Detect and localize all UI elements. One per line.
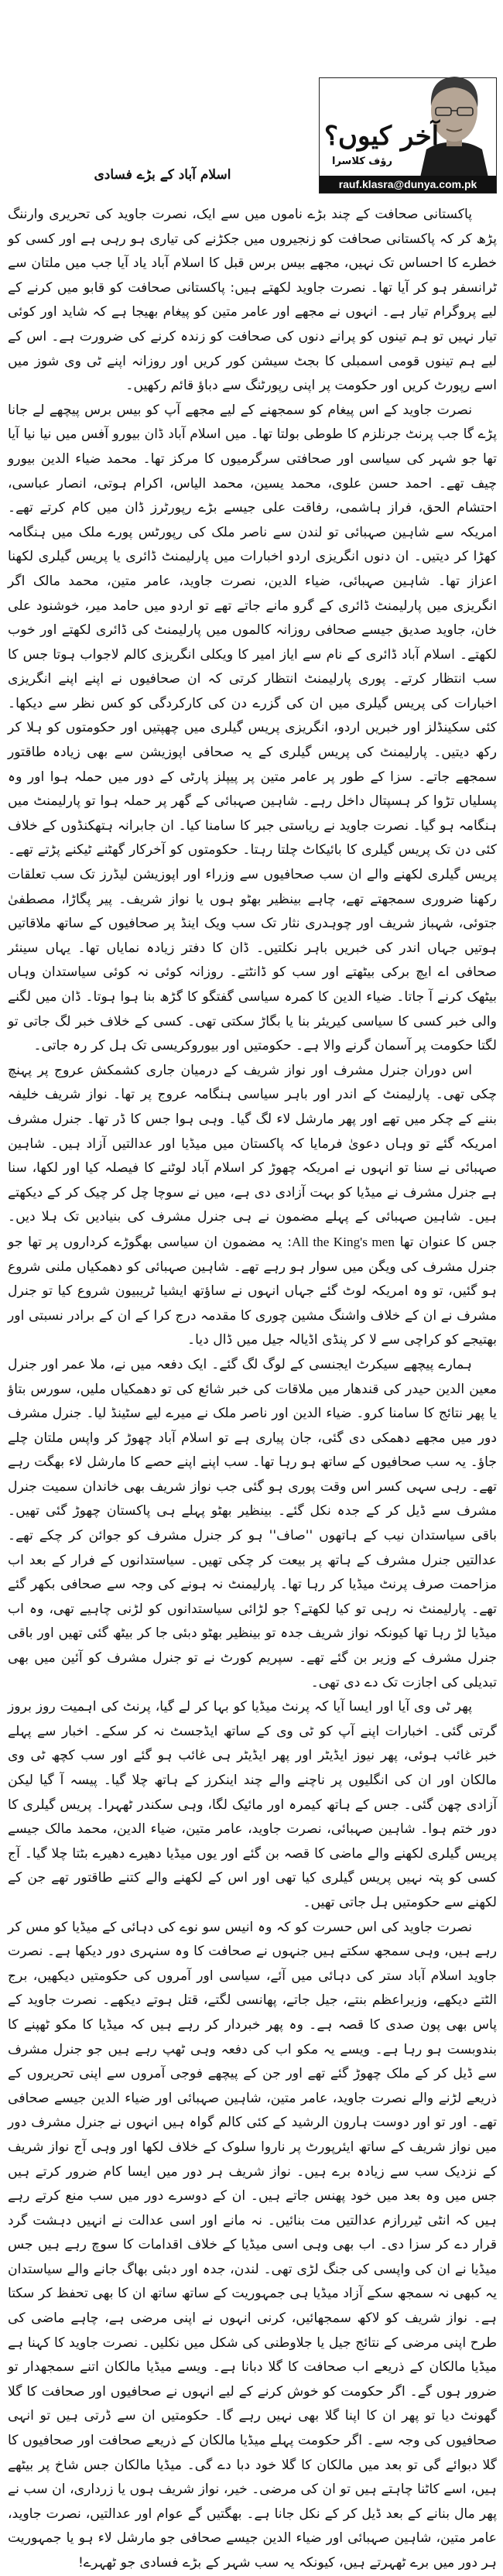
author-email-text[interactable]: rauf.klasra@dunya.com.pk bbox=[338, 178, 477, 190]
article-paragraph: نصرت جاوید کے اس پیغام کو سمجھنے کے لیے مجھے آپ کو بیس برس پیچھے لے جانا پڑے گا جب پرنٹ جرنلزم کا طوطی بولتا تھا۔ میں اسلام آباد ڈان بیورو آفس میں نیا نیا آیا تھا جو شہر کی سیاسی اور صحافتی سرگرمیوں کا مرکز تھا۔ محمد ضیاء الدین بیورو چیف تھے۔ احمد حسن علوی، محمد یسین، محمد الیاس، اکرام ہوتی، انصار عباسی، احتشام الحق، فراز ہاشمی، رفاقت علی جیسے بڑے رپورٹرز ڈان میں کام کرتے تھے۔ امریکہ سے شاہین صہبائی تو لندن سے ناصر ملک کی رپورٹس پورے ملک میں ہنگامہ کھڑا کر دیتیں۔ ان دنوں انگریزی اردو اخبارات میں پارلیمنٹ ڈائری یا پریس گیلری لکھنا اعزاز تھا۔ شاہین صہبائی، ضیاء الدین، نصرت جاوید، عامر متین، محمد مالک اگر انگریزی میں پارلیمنٹ ڈائری کے گرو مانے جاتے تھے تو اردو میں حامد میر، خوشنود علی خان، جاوید صدیق جیسے صحافی روزانہ کالموں میں پارلیمنٹ کی ڈائری لکھتے اور خوب لکھتے۔ اسلام آباد ڈائری کے نام سے ایاز امیر کا ویکلی انگریزی کالم لاجواب ہوتا جس کا سب انتظار کرتے۔ پوری پارلیمنٹ انتظار کرتی کہ ان صحافیوں نے اپنے اپنے انگریزی اخبارات کی پریس گیلری میں ان کی گزرے دن کی کارکردگی کو کس نظر سے دیکھا۔ کئی سکینڈلز اور خبریں اردو، انگریزی پریس گیلری میں چھپتیں اور حکومتوں کو ہلا کر رکھ دیتیں۔ پارلیمنٹ کی پریس گیلری کے یہ صحافی اپوزیشن سے بھی زیادہ طاقتور سمجھے جاتے۔ سزا کے طور پر عامر متین پر پیپلز پارٹی کے دور میں حملہ ہوا اور وہ پسلیاں تڑوا کر ہسپتال داخل رہے۔ شاہین صہبائی کے گھر پر حملہ ہوا تو پارلیمنٹ میں ہنگامہ ہو گیا۔ نصرت جاوید نے ریاستی جبر کا سامنا کیا۔ ان جابرانہ ہتھکنڈوں کے خلاف کئی دن تک پریس گیلری کا بائیکاٹ چلتا رہتا۔ حکومتوں کو آخرکار گھٹنے ٹیکنے پڑتے تھے۔ پریس گیلری لکھنے والے ان سب صحافیوں سے وزراء اور اپوزیشن لیڈرز تک سب تعلقات رکھنا ضروری سمجھتے تھے، چاہے بینظیر بھٹو ہوں یا نواز شریف۔ پیر پگاڑا، مصطفیٰ جتوئی، شہباز شریف اور چوہدری نثار تک سب ویک اینڈ پر صحافیوں کے ساتھ ملاقاتیں ہوتیں جہاں اندر کی خبریں باہر نکلتیں۔ ڈان کا دفتر زیادہ نمایاں تھا۔ یہاں سینئر صحافی اے ایچ برکی بیٹھتے اور سب کو ڈانٹتے۔ روزانہ کوئی نہ کوئی سیاستدان وہاں بیٹھک کرنے آ جاتا۔ ضیاء الدین کا کمرہ سیاسی گفتگو کا گڑھ بنا ہوا ہوتا۔ ڈان میں لگنے والی خبر کسی کا سیاسی کیریئر بنا یا بگاڑ سکتی تھی۔ کسی کے خلاف خبر لگ جاتی تو لگتا حکومت پر آسمان گرنے والا ہے۔ حکومتیں اور بیوروکریسی تک ہل کر رہ جاتی۔ bbox=[8, 402, 497, 1054]
column-logo: آخر کیوں؟ bbox=[324, 121, 440, 152]
article-paragraph: اس دوران جنرل مشرف اور نواز شریف کے درمیان جاری کشمکش عروج پر پہنچ چکی تھی۔ پارلیمنٹ کے اندر اور باہر سیاسی ہنگامہ عروج پر تھا۔ نواز شریف خلیفہ بننے کے چکر میں تھے اور پھر مارشل لاء لگ گیا۔ وہی ہوا جس کا ڈر تھا۔ جنرل مشرف امریکہ گئے تو وہاں دعویٰ فرمایا کہ پاکستان میں میڈیا اور عدالتیں آزاد ہیں۔ شاہین صہبائی نے سنا تو انہوں نے امریکہ چھوڑ کر اسلام آباد لوٹنے کا فیصلہ کیا اور لکھا، سنا ہے جنرل مشرف نے میڈیا کو بہت آزادی دی ہے، میں نے سوچا چل کر چیک کر کے دیکھتے ہیں۔ شاہین صہبائی کے پہلے مضمون نے ہی جنرل مشرف کی بنیادیں تک ہلا دیں۔ جس کا عنوان تھا All the King's men: یہ مضمون ان سیاسی بھگوڑے کرداروں پر تھا جو جنرل مشرف کی ویگن میں سوار ہو رہے تھے۔ شاہین صہبائی کو دھمکیاں ملنی شروع ہو گئیں، تو وہ امریکہ لوٹ گئے جہاں انہوں نے ساؤتھ ایشیا ٹریبیون شروع کیا تو جنرل مشرف نے ان کے خلاف واشنگ مشین چوری کا مقدمہ درج کرا کے ان کے برادر نسبتی اور بھتیجے کو کراچی سے لا کر پنڈی اڈیالہ جیل میں ڈال دیا۔ bbox=[8, 1062, 497, 1348]
article-body bbox=[8, 203, 497, 2576]
article-paragraph: پھر ٹی وی آیا اور ایسا آیا کہ پرنٹ میڈیا کو بہا کر لے گیا، پرنٹ کی اہمیت روز بروز گرتی گئی۔ اخبارات اپنے آپ کو ٹی وی کے ساتھ ایڈجسٹ نہ کر سکے۔ اخبار سے پہلے خبر غائب ہوئی، پھر نیوز ایڈیٹر اور پھر ایڈیٹر ہی غائب ہو گئے اور سب کچھ ٹی وی مالکان اور ان کی انگلیوں پر ناچنے والے چند اینکرز کے ہاتھ چلا گیا۔ پیسہ آ گیا لیکن آزادی چھن گئی۔ جس کے ہاتھ کیمرہ اور مائیک لگا، وہی سکندر ٹھہرا۔ پریس گیلری کا دور ختم ہوا۔ شاہین صہبائی، نصرت جاوید، عامر متین، ضیاء الدین، محمد مالک جیسے پریس گیلری لکھنے والے ماضی کا قصہ بن گئے اور یوں میڈیا دھیرے دھیرے بٹتا چلا گیا۔ آج کسی کو پتہ نہیں پریس گیلری کیا تھی اور اس کے لکھنے والے کتنے طاقتور تھے جن کے لکھنے سے حکومتیں ہل جاتی تھیں۔ bbox=[8, 1699, 497, 1910]
author-email[interactable] bbox=[320, 176, 496, 193]
article-headline: اسلام آباد کے بڑے فسادی bbox=[94, 167, 231, 183]
article-paragraph: نصرت جاوید کی اس حسرت کو کہ وہ انیس سو نوے کی دہائی کے میڈیا کو مس کر رہے ہیں، وہی سمجھ سکتے ہیں جنہوں نے صحافت کا وہ سنہری دور دیکھا ہے۔ نصرت جاوید اسلام آباد ستر کی دہائی میں آئے، سیاسی اور آمروں کی حکومتیں دیکھیں، برج الٹتے دیکھے، وزیراعظم بنتے، جیل جاتے، پھانسی لگتے، قتل ہوتے دیکھے۔ نصرت جاوید کے پاس بھی پون صدی کا قصہ ہے۔ وہ پھر خبردار کر رہے ہیں کہ میڈیا کا مکو ٹھپنے کا بندوبست ہو رہا ہے۔ ویسے یہ مکو اب کی دفعہ وہی ٹھپ رہے ہیں جو جنرل مشرف سے ڈیل کر کے ملک چھوڑ گئے تھے اور جن کے پیچھے فوجی آمروں سے اپنی تحریروں کے ذریعے لڑنے والے نصرت جاوید، عامر متین، شاہین صہبائی اور ضیاء الدین جیسے صحافی تھے۔ اور تو اور دوست ہارون الرشید کے کئی کالم گواہ ہیں انہوں نے جنرل مشرف دور میں نواز شریف کے ساتھ ایئرپورٹ پر ناروا سلوک کے خلاف لکھا اور وہی آج نواز شریف کے نزدیک سب سے زیادہ برے ہیں۔ نواز شریف ہر دور میں ایسا کام ضرور کرتے ہیں جس میں وہ بعد میں خود پھنس جاتے ہیں۔ ان کے دوسرے دور میں سب منع کرتے رہے ہیں کہ انٹی ٹیررازم عدالتیں مت بنائیں۔ نہ مانے اور اسی عدالت نے انہیں دہشت گرد قرار دے کر سزا دی۔ اب بھی وہی اسی میڈیا کے خلاف اقدامات کا سوچ رہے ہیں جس میڈیا نے ان کی واپسی کی جنگ لڑی تھی۔ لندن، جدہ اور دبئی بھاگ جانے والے سیاستدان یہ کبھی نہ سمجھ سکے آزاد میڈیا ہی جمہوریت کے ساتھ ساتھ ان کا بھی تحفظ کر سکتا ہے۔ نواز شریف کو لاکھ سمجھائیں، کرنی انہوں نے اپنی مرضی ہے، چاہے ماضی کی طرح اپنی مرضی کے نتائج جیل یا جلاوطنی کی شکل میں نکلیں۔ نصرت جاوید کا کہنا ہے میڈیا مالکان کے ذریعے اب صحافت کا گلا دبانا ہے۔ ویسے میڈیا مالکان اتنے سمجھدار تو ضرور ہوں گے۔ اگر حکومت کو خوش کرنے کے لیے انہوں نے صحافیوں اور صحافت کا گلا گھونٹ دیا تو پھر ان کا اپنا گلا بھی نہیں رہے گا۔ حکومتیں ان سے ڈرتی ہیں تو انہی صحافیوں کی وجہ سے۔ اگر حکومت پہلے میڈیا مالکان کے ذریعے صحافت اور صحافیوں کا گلا دبوائے گی تو بعد میں مالکان کا گلا خود دبا دے گی۔ میڈیا مالکان جس شاخ پر بیٹھے ہیں، اسے کاٹنا چاہتے ہیں تو ان کی مرضی۔ خیر، نواز شریف ہوں یا زرداری، ان سب نے پھر مال بنانے کے بعد ڈیل کر کے نکل جانا ہے۔ بھگتیں گے عوام اور عدالتیں، نصرت جاوید، عامر متین، شاہین صہبائی اور ضیاء الدین جیسے صحافی جو مارشل لاء ہو یا جمہوریت ہر دور میں برے ٹھہرتے ہیں، کیونکہ یہ سب شہر کے بڑے فسادی جو ٹھہرے! bbox=[8, 1919, 497, 2571]
author-name: رؤف کلاسرا bbox=[332, 156, 392, 167]
article-paragraph: پاکستانی صحافت کے چند بڑے ناموں میں سے ایک، نصرت جاوید کی تحریری وارننگ پڑھ کر کہ پاکستانی صحافت کو زنجیروں میں جکڑنے کی تیاری ہو رہی ہے اور کسی کو خطرے کا احساس تک نہیں، مجھے بیس برس قبل کا اسلام آباد یاد آیا جب میں ملتان سے ٹرانسفر ہو کر آیا تھا۔ نصرت جاوید لکھتے ہیں: پاکستانی صحافت کو قابو میں کرنے کے لیے پروگرام تیار ہے۔ انہوں نے مجھے اور عامر متین کو پیغام بھیجا ہے کہ شاید اور کوئی تیار نہیں تو ہم تینوں کو پرانے دنوں کی صحافت کو زندہ کرنے کی ضرورت ہے۔ اس کے لیے ہم تینوں قومی اسمبلی کا بجٹ سیشن کور کریں اور روزانہ اپنے ٹی وی شوز میں اسے رپورٹ کریں اور حکومت پر اپنی رپورٹنگ سے دباؤ قائم رکھیں۔ bbox=[8, 207, 497, 394]
column-header bbox=[319, 77, 497, 194]
english-title: All the King's men bbox=[291, 1234, 395, 1249]
article-paragraph: ہمارے پیچھے سیکرٹ ایجنسی کے لوگ لگ گئے۔ ایک دفعہ میں نے، ملا عمر اور جنرل معین الدین حیدر کی قندھار میں ملاقات کی خبر شائع کی تو دھمکیاں ملیں، سورس بتاؤ یا پھر نتائج کا سامنا کرو۔ ضیاء الدین اور ناصر ملک نے میرے لیے سٹینڈ لیا۔ جنرل مشرف دور میں مجھے دھمکی دی گئی، جان پیاری ہے تو اسلام آباد چھوڑ کر واپس ملتان چلے جاؤ۔ یہ سب صحافیوں کے ساتھ ہو رہا تھا۔ سب اپنے اپنے حصے کا مارشل لاء بھگت رہے تھے۔ رہی سہی کسر اس وقت پوری ہو گئی جب نواز شریف بھی خاندان سمیت جنرل مشرف سے ڈیل کر کے جدہ نکل گئے۔ بینظیر بھٹو پہلے ہی پاکستان چھوڑ گئی تھیں۔ باقی سیاستدان نیب کے ہاتھوں ''صاف'' ہو کر جنرل مشرف کو جوائن کر چکے تھے۔ عدالتیں جنرل مشرف کے ہاتھ پر بیعت کر چکی تھیں۔ سیاستدانوں کے فرار کے بعد اب مزاحمت صرف پرنٹ میڈیا کر رہا تھا۔ پارلیمنٹ نہ ہونے کی وجہ سے صحافی بکھر گئے تھے۔ پارلیمنٹ نہ رہی تو کیا لکھتے؟ جو لڑائی سیاستدانوں کو لڑنی چاہیے تھی، وہ اب میڈیا لڑ رہا تھا کیونکہ نواز شریف جدہ تو بینظیر بھٹو دبئی جا کر بیٹھ گئی تھیں اور باقی جنرل مشرف کے وزیر بن گئے تھے۔ سپریم کورٹ نے تو جنرل مشرف کو آئین میں بھی تبدیلی کی اجازت تک دے دی تھی۔ bbox=[8, 1356, 497, 1690]
